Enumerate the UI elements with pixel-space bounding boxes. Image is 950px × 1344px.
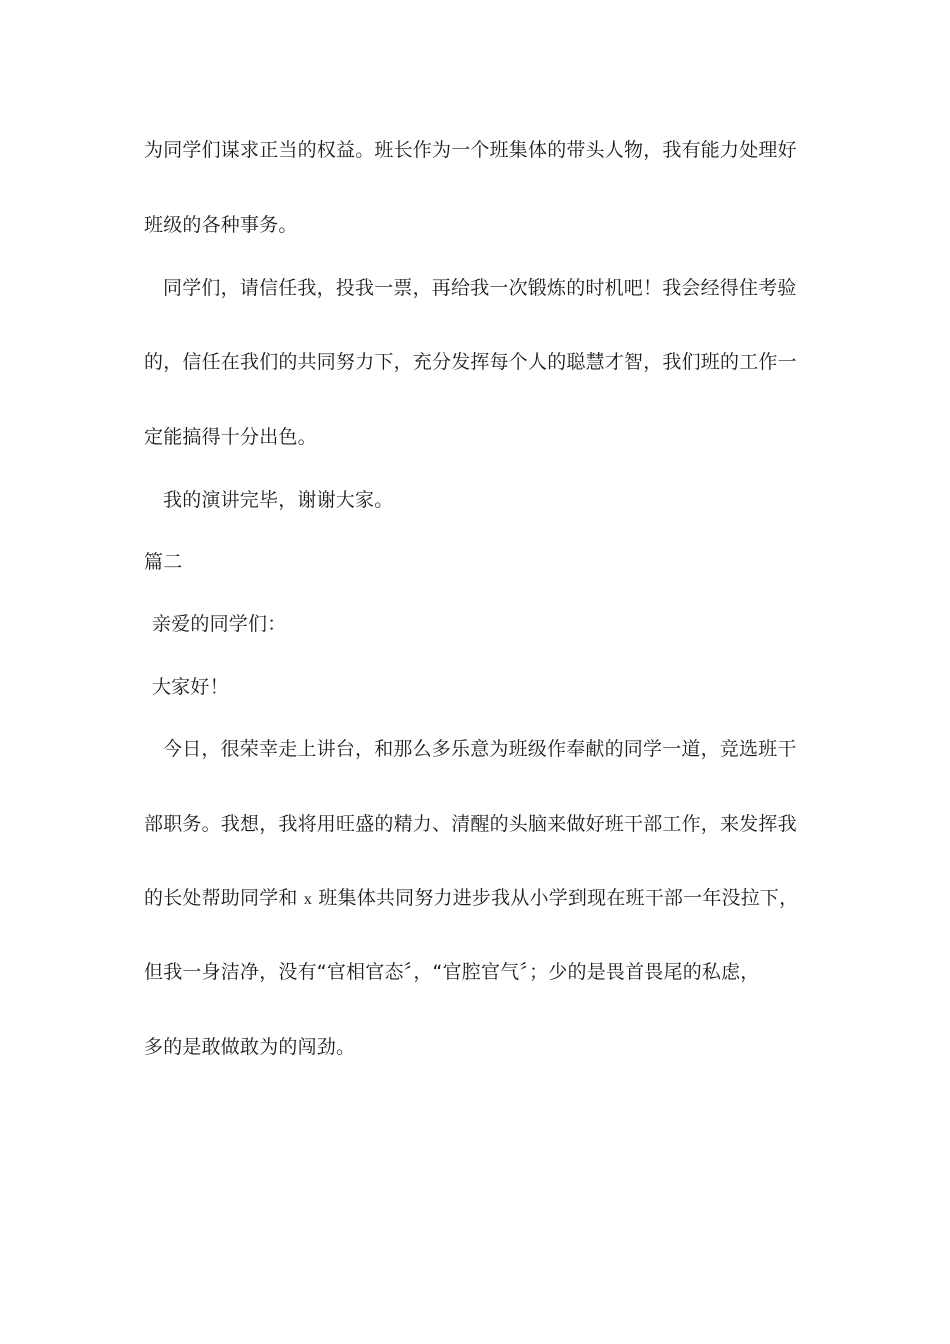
paragraph-line: 我的演讲完毕，谢谢大家。 bbox=[163, 489, 394, 511]
paragraph-line: 多的是敢做敢为的闯劲。 bbox=[144, 1036, 356, 1058]
text-span: 的长处帮助同学和 bbox=[144, 887, 298, 909]
greeting: 大家好！ bbox=[152, 676, 229, 698]
paragraph-line: 定能搞得十分出色。 bbox=[144, 426, 317, 448]
paragraph-line: 班级的各种事务。 bbox=[144, 214, 298, 236]
section-heading: 篇二 bbox=[144, 551, 183, 573]
paragraph-line: 同学们，请信任我，投我一票，再给我一次锻炼的时机吧！我会经得住考验 bbox=[163, 277, 797, 299]
paragraph-line: 但我一身洁净，没有“官相官态〞，“官腔官气〞；少的是畏首畏尾的私虑， bbox=[144, 961, 760, 983]
text-span: 班集体共同努力进步我从小学到现在班干部一年没拉下， bbox=[318, 887, 799, 909]
paragraph-line: 部职务。我想，我将用旺盛的精力、清醒的头脑来做好班干部工作，来发挥我 bbox=[144, 813, 797, 835]
paragraph-line: 为同学们谋求正当的权益。班长作为一个班集体的带头人物，我有能力处理好 bbox=[144, 139, 797, 161]
paragraph-line: 今日，很荣幸走上讲台，和那么多乐意为班级作奉献的同学一道，竞选班干 bbox=[163, 738, 797, 760]
paragraph-line bbox=[144, 886, 798, 912]
text-span: x bbox=[303, 891, 313, 908]
paragraph-line: 的，信任在我们的共同努力下，充分发挥每个人的聪慧才智，我们班的工作一 bbox=[144, 351, 797, 373]
salutation: 亲爱的同学们： bbox=[152, 613, 287, 635]
